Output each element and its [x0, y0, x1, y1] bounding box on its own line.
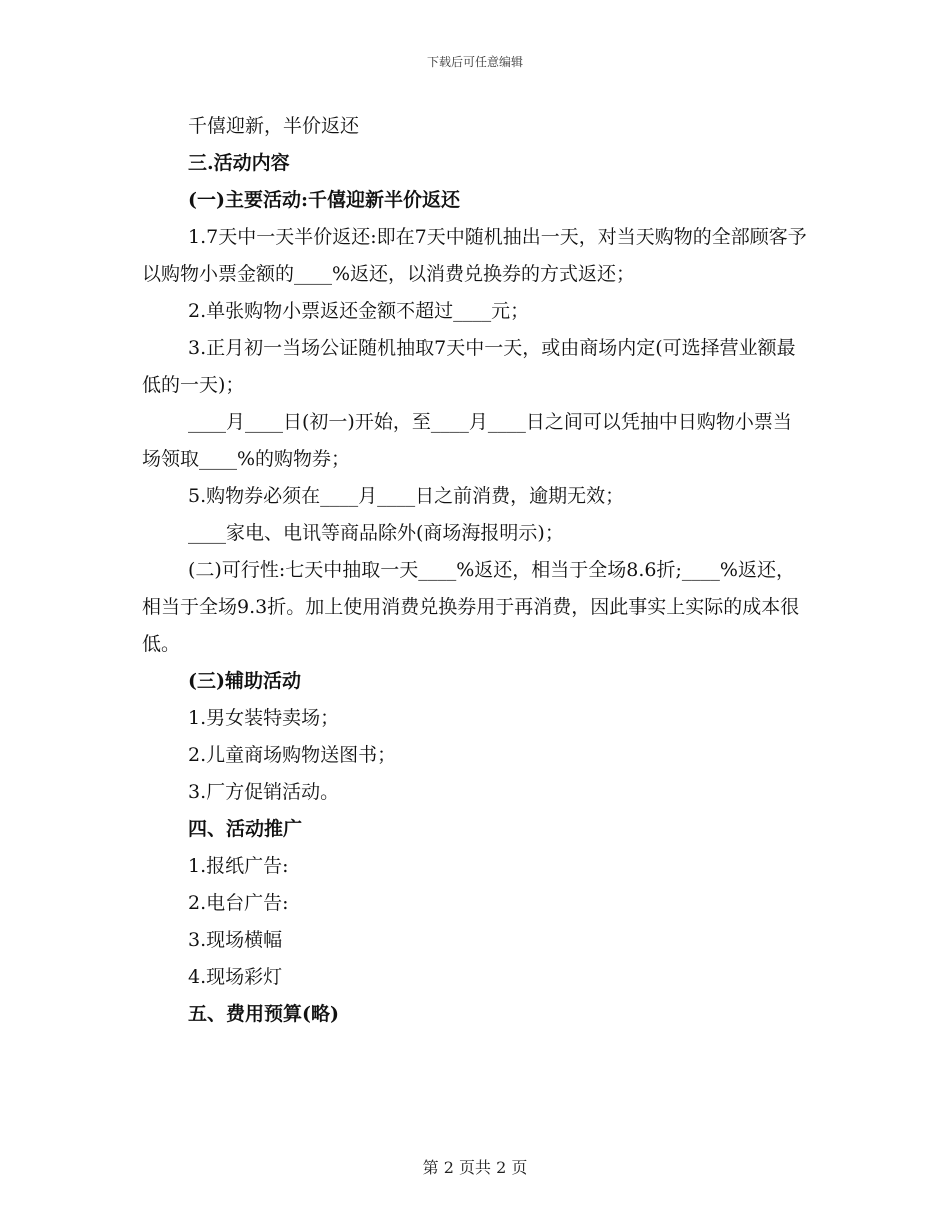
section-heading-promotion: 四、活动推广: [188, 818, 303, 840]
page-header: 下载后可任意编辑: [426, 55, 523, 69]
list-item: 2.儿童商场购物送图书；: [188, 744, 397, 766]
list-item: 5.购物券必须在____月____日之前消费，逾期无效；: [188, 485, 625, 507]
document-body: [142, 108, 808, 1033]
list-item: 1.7天中一天半价返还:即在7天中随机抽出一天，对当天购物的全部顾客予以购物小票金额的____%返还，以消费兑换券的方式返还；: [142, 226, 807, 285]
list-item: 4.现场彩灯: [188, 966, 283, 988]
section-heading-budget: 五、费用预算(略): [188, 1003, 339, 1025]
list-item: 1.男女装特卖场；: [188, 707, 340, 729]
list-item: 3.正月初一当场公证随机抽取7天中一天，或由商场内定(可选择营业额最低的一天)；: [142, 337, 796, 396]
subsection-heading-main-activity: (一)主要活动:千僖迎新半价返还: [188, 189, 460, 211]
list-item: 3.厂方促销活动。: [188, 781, 340, 803]
section-heading-activity-content: 三.活动内容: [188, 152, 290, 174]
list-item: 1.报纸广告:: [188, 855, 289, 877]
list-item: 2.电台广告:: [188, 892, 289, 914]
page-footer: 第 2 页共 2 页: [422, 1158, 528, 1177]
list-item: 2.单张购物小票返还金额不超过____元；: [188, 300, 530, 322]
list-item: ____月____日(初一)开始，至____月____日之间可以凭抽中日购物小票当场领取____%的购物券；: [142, 411, 792, 470]
paragraph-feasibility: (二)可行性:七天中抽取一天____%返还，相当于全场8.6折;____%返还，相当于全场9.3折。加上使用消费兑换券用于再消费，因此事实上实际的成本很低。: [142, 559, 800, 655]
subsection-heading-auxiliary-activity: (三)辅助活动: [188, 670, 301, 692]
paragraph-slogan: 千僖迎新，半价返还: [188, 115, 360, 137]
list-item: 3.现场横幅: [188, 929, 283, 951]
list-item: ____家电、电讯等商品除外(商场海报明示)；: [188, 522, 564, 544]
